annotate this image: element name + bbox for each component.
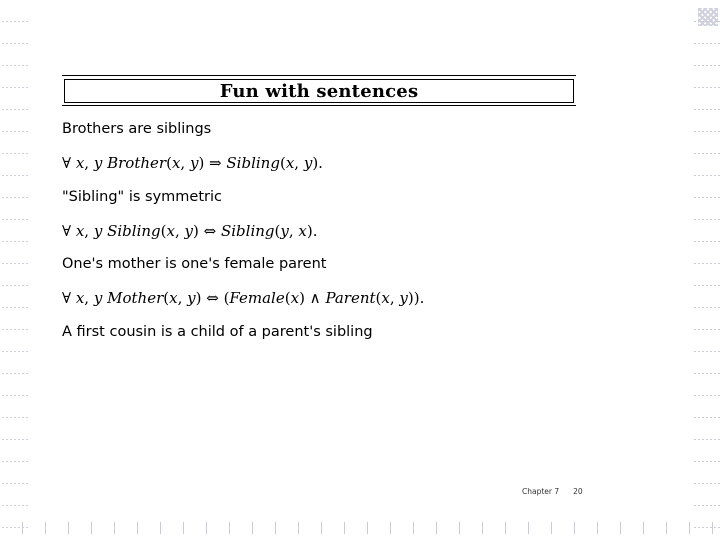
right-margin-guides — [692, 0, 720, 540]
corner-pattern-icon — [698, 8, 718, 26]
slide-title: Fun with sentences — [64, 79, 574, 103]
bottom-margin-guides — [0, 522, 720, 534]
title-rule-top — [62, 75, 576, 76]
footer-page-number: 20 — [573, 487, 583, 496]
formula-brothers: ∀ x, y Brother(x, y) ⇒ Sibling(x, y). — [62, 154, 323, 172]
formula-mother: ∀ x, y Mother(x, y) ⇔ (Female(x) ∧ Parent(x, y)). — [62, 289, 425, 307]
statement-first-cousin: A first cousin is a child of a parent's sibling — [62, 324, 373, 340]
left-margin-guides — [0, 0, 28, 540]
footer-chapter: Chapter 7 — [522, 487, 560, 496]
statement-sibling-symmetric: "Sibling" is symmetric — [62, 189, 222, 205]
statement-brothers: Brothers are siblings — [62, 121, 212, 137]
statement-mother: One's mother is one's female parent — [62, 256, 327, 272]
slide-footer — [522, 487, 583, 496]
title-rule-bottom — [62, 105, 576, 106]
formula-sibling-symmetric: ∀ x, y Sibling(x, y) ⇔ Sibling(y, x). — [62, 222, 318, 240]
